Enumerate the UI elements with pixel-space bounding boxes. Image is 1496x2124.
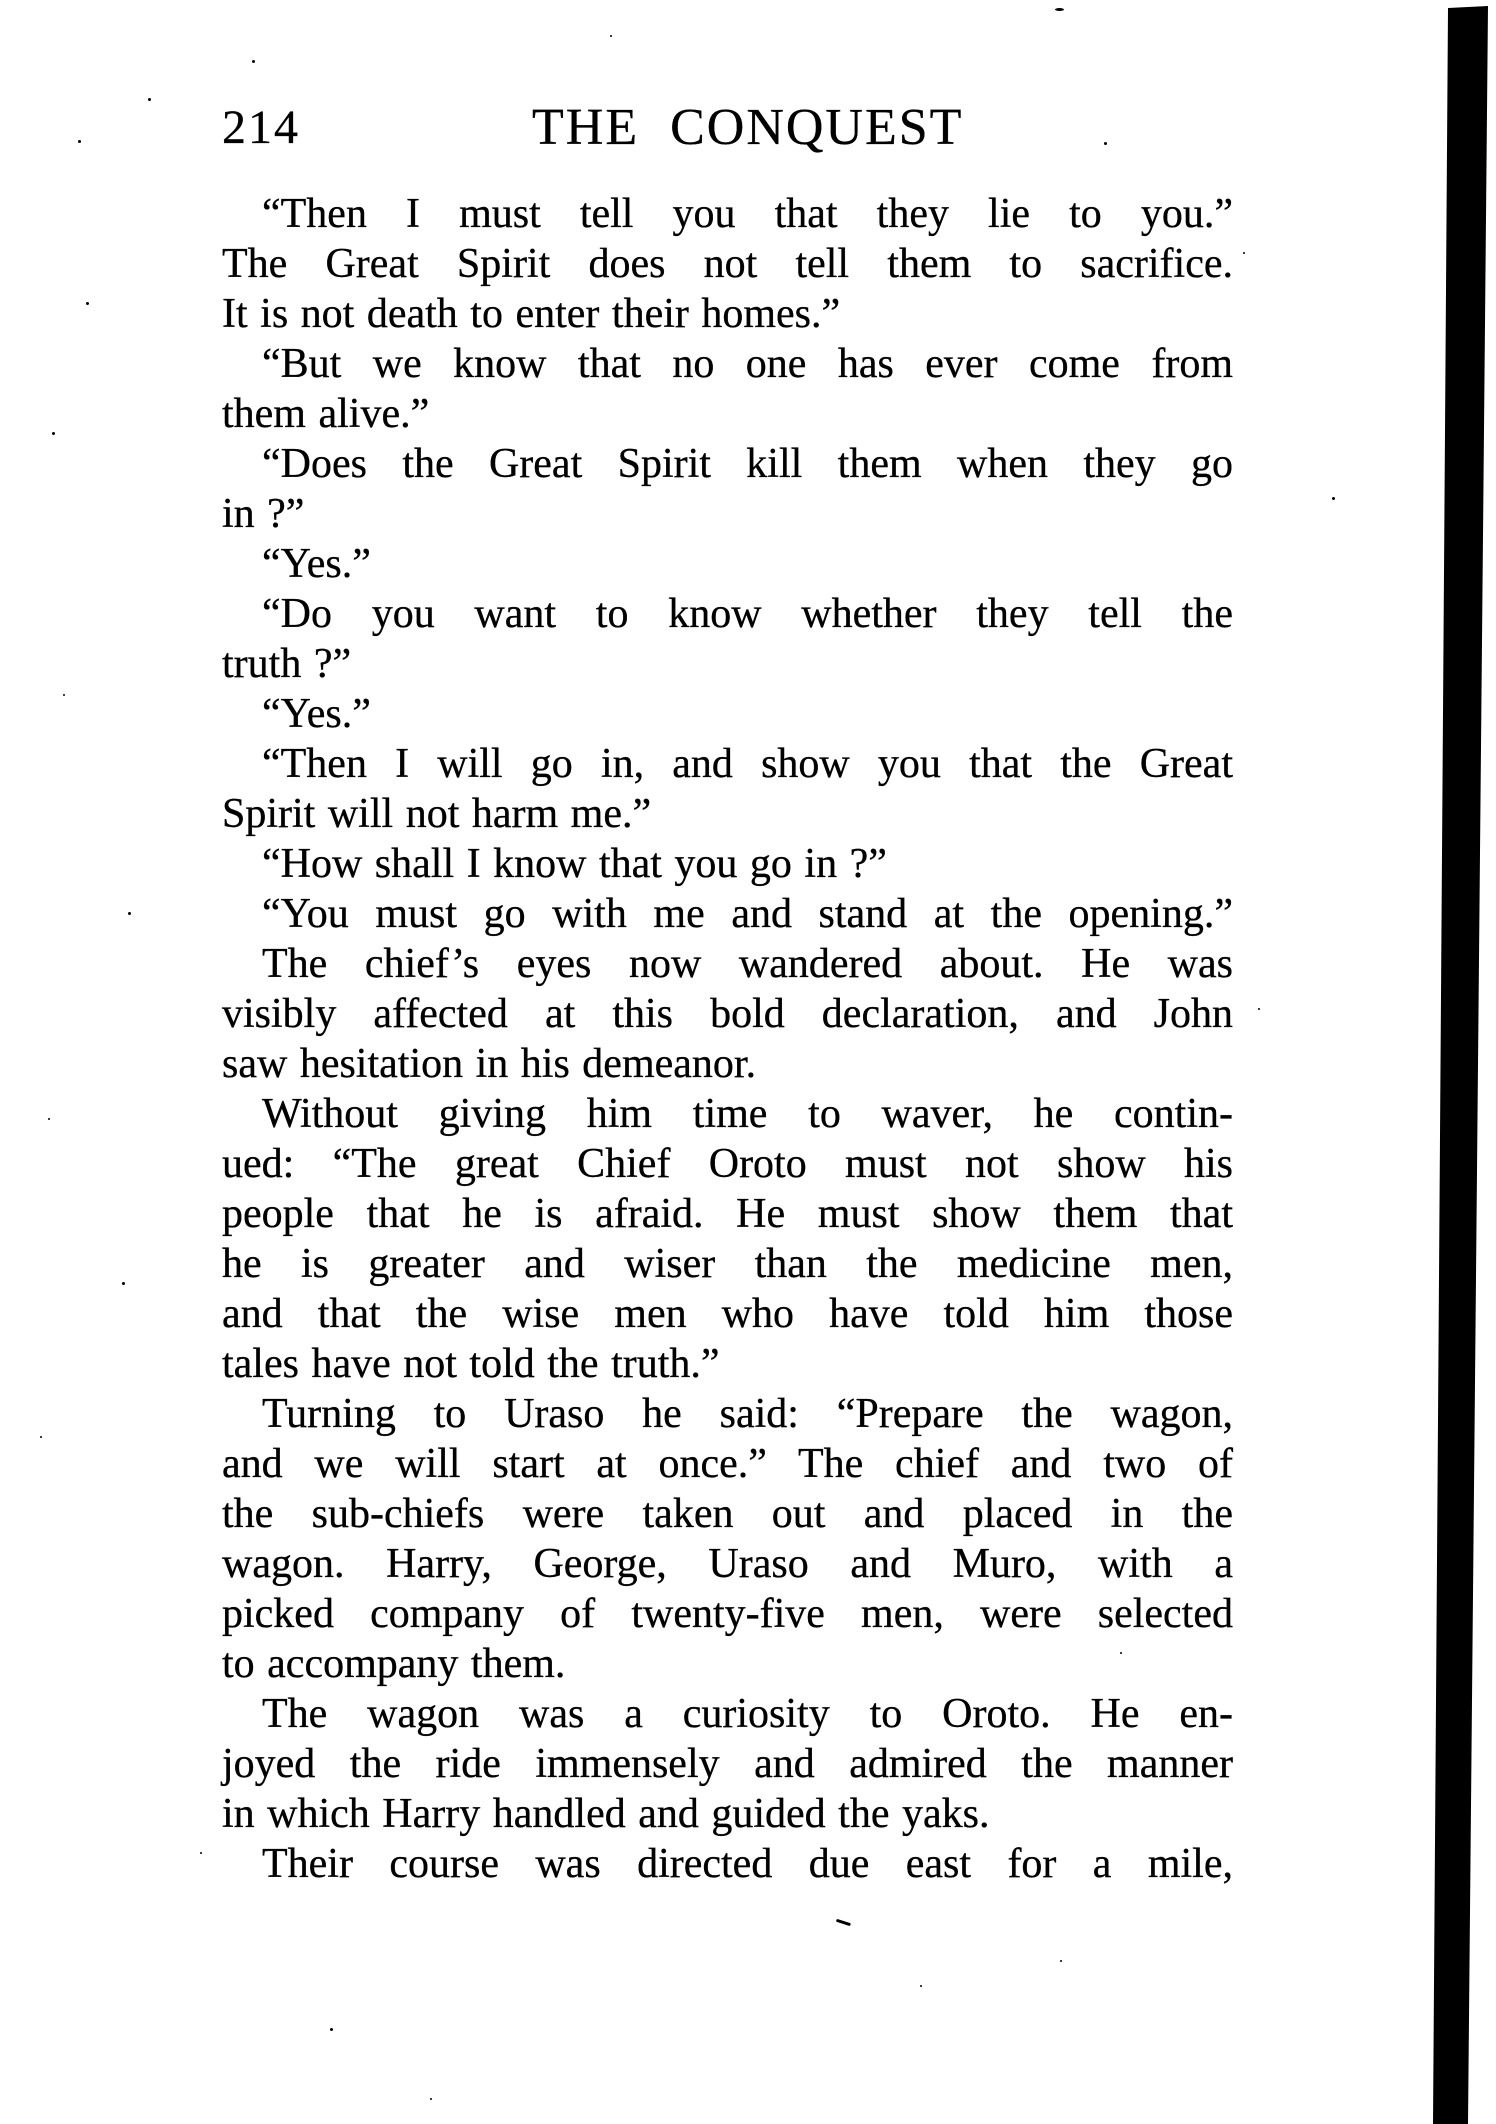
text-line: visibly affected at this bold declaration, and John: [222, 991, 1233, 1037]
scan-speck: [1332, 497, 1335, 500]
text-line: ued: “The great Chief Oroto must not show his: [222, 1141, 1233, 1187]
scan-speck: [200, 1852, 202, 1854]
scan-speck: [128, 912, 131, 915]
scan-speck: [86, 302, 89, 305]
text-line: The chief’s eyes now wandered about. He was: [262, 941, 1233, 987]
scan-speck: [52, 432, 55, 435]
text-line: “Do you want to know whether they tell the: [262, 591, 1233, 637]
text-line: “How shall I know that you go in ?”: [262, 841, 887, 887]
text-line: Without giving him time to waver, he contin-: [262, 1091, 1233, 1137]
text-line: “But we know that no one has ever come from: [262, 341, 1233, 387]
scan-speck: [430, 2098, 432, 2100]
page-header: [222, 96, 1233, 156]
text-line: The wagon was a curiosity to Oroto. He en-: [262, 1691, 1233, 1737]
scan-speck: [48, 1118, 50, 1120]
text-line: Turning to Uraso he said: “Prepare the wagon,: [262, 1391, 1233, 1437]
scan-speck: [252, 60, 255, 63]
text-line: people that he is afraid. He must show them that: [222, 1191, 1233, 1237]
text-line: and that the wise men who have told him those: [222, 1291, 1233, 1337]
scan-speck: [330, 2028, 333, 2031]
scan-speck: [610, 35, 612, 37]
scan-speck: [122, 1282, 125, 1285]
text-line: tales have not told the truth.”: [222, 1341, 720, 1387]
text-line: wagon. Harry, George, Uraso and Muro, with a: [222, 1541, 1233, 1587]
text-line: The Great Spirit does not tell them to sacrifice.: [222, 241, 1233, 287]
text-line: joyed the ride immensely and admired the manner: [222, 1741, 1233, 1787]
text-line: in ?”: [222, 491, 305, 537]
scan-speck: [78, 140, 81, 143]
text-line: picked company of twenty-five men, were selected: [222, 1591, 1233, 1637]
text-line: “Does the Great Spirit kill them when they go: [262, 441, 1233, 487]
page-number: 214: [222, 101, 300, 154]
text-line: saw hesitation in his demeanor.: [222, 1041, 757, 1087]
text-line: “Yes.”: [262, 691, 371, 737]
text-line: “Then I must tell you that they lie to you.”: [262, 191, 1233, 237]
text-line: “You must go with me and stand at the opening.”: [262, 891, 1233, 937]
text-line: It is not death to enter their homes.”: [222, 291, 841, 337]
scan-speck: [40, 1436, 42, 1438]
text-line: Spirit will not harm me.”: [222, 791, 652, 837]
body-text: [222, 189, 1233, 1889]
text-line: “Then I will go in, and show you that the Great: [262, 741, 1233, 787]
text-line: in which Harry handled and guided the yaks.: [222, 1791, 990, 1837]
stray-pen-mark: [836, 1919, 851, 1926]
text-line: the sub-chiefs were taken out and placed in the: [222, 1491, 1233, 1537]
scan-speck: [1104, 142, 1107, 145]
gutter-shadow: [1418, 0, 1496, 2124]
scan-speck: [148, 98, 151, 101]
text-line: and we will start at once.” The chief and two of: [222, 1441, 1233, 1487]
text-line: truth ?”: [222, 641, 352, 687]
text-line: to accompany them.: [222, 1641, 566, 1687]
scan-speck: [920, 1985, 922, 1987]
text-line: them alive.”: [222, 391, 430, 437]
scan-speck: [63, 694, 65, 696]
text-line: he is greater and wiser than the medicine men,: [222, 1241, 1233, 1287]
scan-speck: [1120, 1652, 1122, 1654]
scan-speck: [1243, 252, 1245, 254]
scan-speck: [1060, 1960, 1062, 1962]
scan-speck: [1258, 1008, 1260, 1010]
running-title: THE CONQUEST: [532, 99, 964, 156]
scan-speck: [1055, 8, 1064, 11]
text-line: “Yes.”: [262, 541, 371, 587]
text-line: Their course was directed due east for a mile,: [262, 1841, 1233, 1887]
